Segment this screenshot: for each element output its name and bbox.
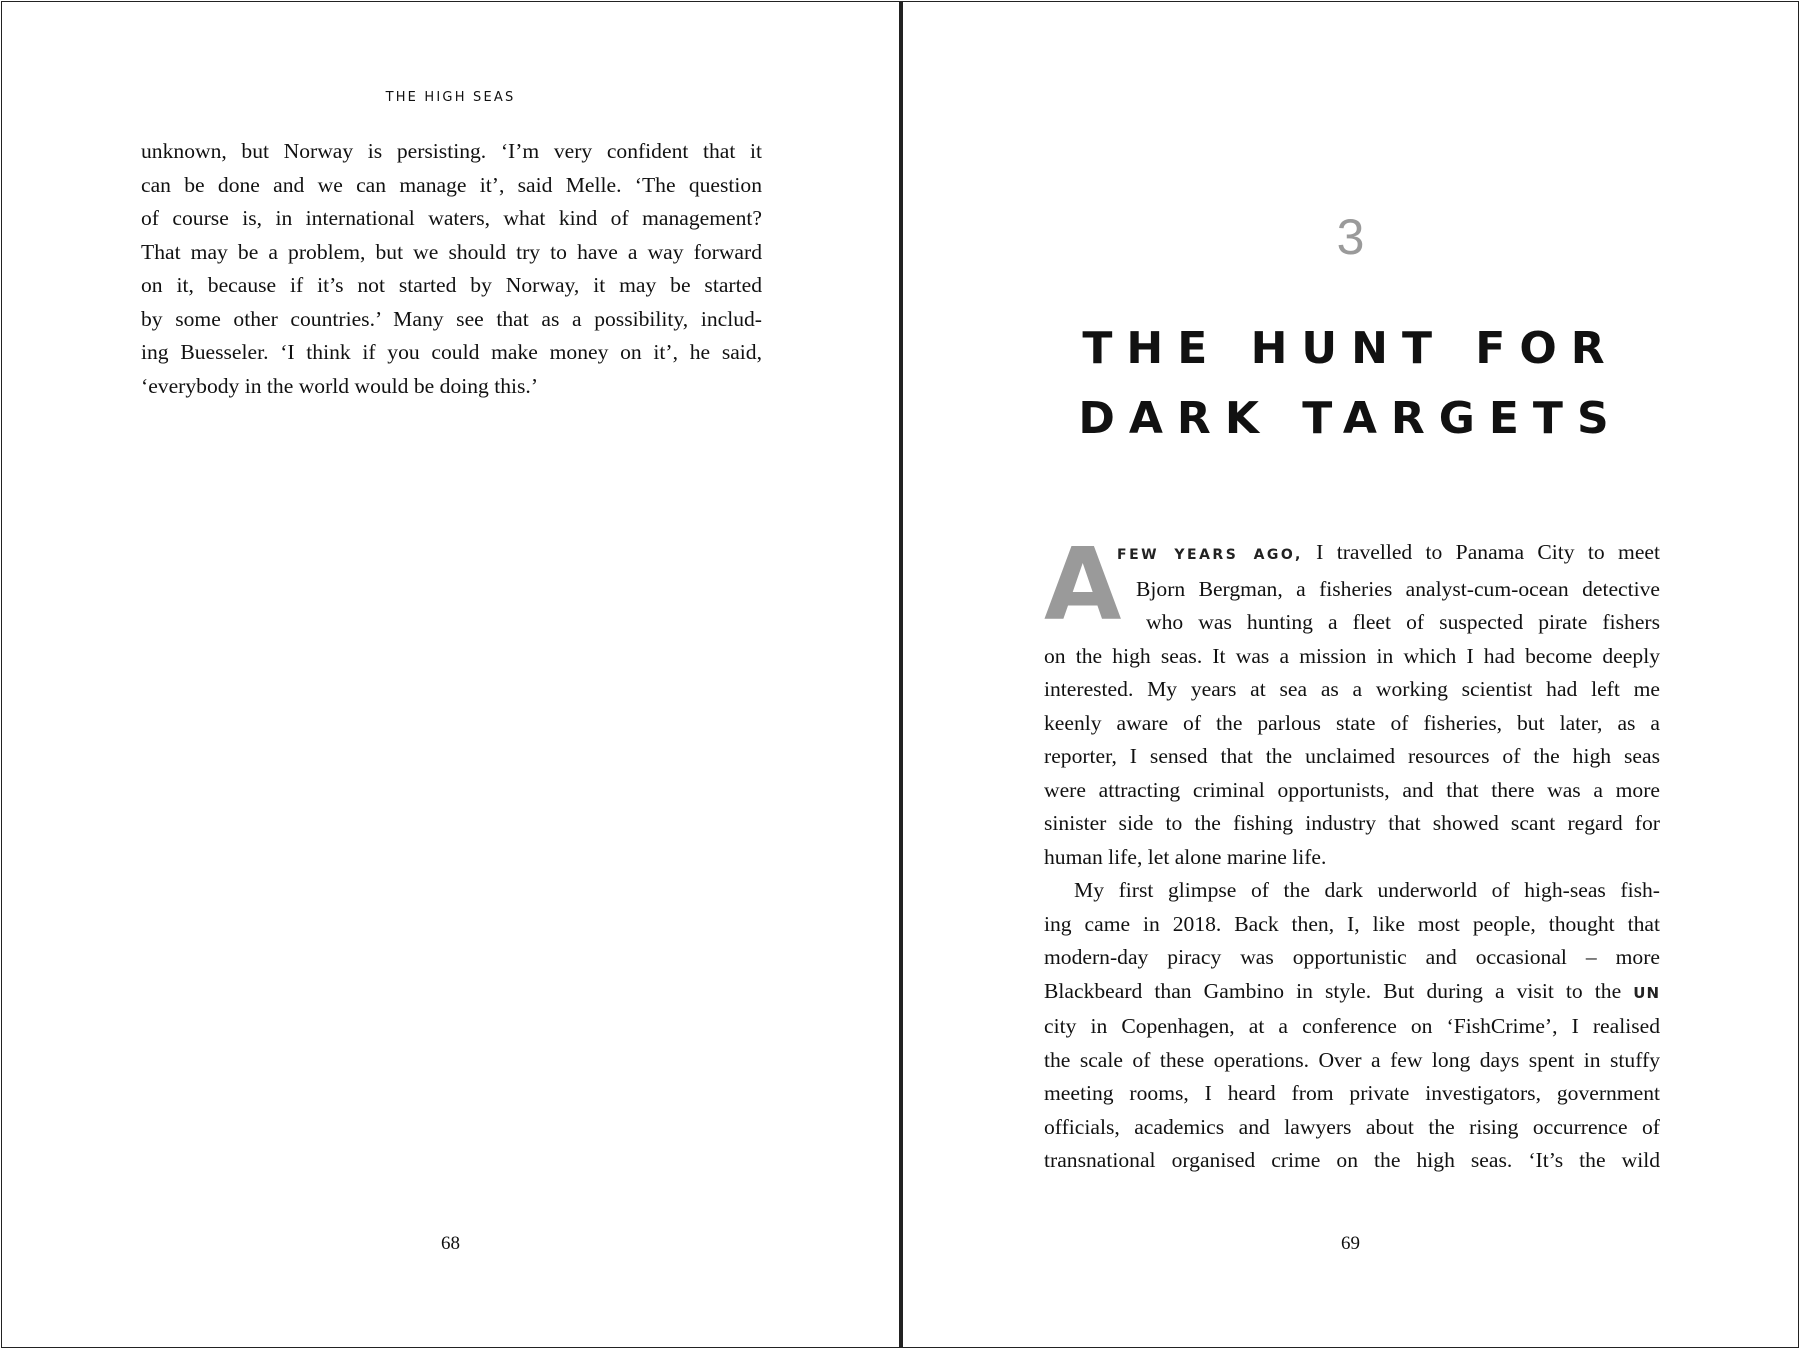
text-line: keenly aware of the parlous state of fisheries, but later, as a xyxy=(1044,710,1660,735)
chapter-title-line: DARK TARGETS xyxy=(1078,393,1623,444)
page-number: 69 xyxy=(1341,1233,1360,1254)
text-line: transnational organised crime on the high seas. ‘It’s the wild xyxy=(1044,1148,1660,1172)
right-body-text xyxy=(1044,526,1660,1178)
running-head: THE HIGH SEAS xyxy=(385,90,516,105)
page-number: 68 xyxy=(441,1233,460,1254)
opening-small-caps: FEW YEARS AGO, xyxy=(1117,547,1303,563)
text-line: were attracting criminal opportunists, and that there was a more xyxy=(1044,777,1660,802)
text-line: Bjorn Bergman, a fisheries analyst-cum-ocean detective xyxy=(1136,576,1660,601)
text-line: meeting rooms, I heard from private investigators, government xyxy=(1044,1081,1660,1105)
text-line: That may be a problem, but we should try to have a way forward xyxy=(141,239,762,264)
left-page xyxy=(1,1,900,1348)
text-line: the scale of these operations. Over a few long days spent in stuffy xyxy=(1044,1047,1660,1072)
text-line: modern-day piracy was opportunistic and occasional – more xyxy=(1044,945,1660,969)
text-line: ing came in 2018. Back then, I, like most people, thought that xyxy=(1044,911,1660,936)
second-paragraph xyxy=(1044,874,1660,1178)
text-line xyxy=(1044,975,1660,1011)
text-fragment: Blackbeard than Gambino in style. But during a visit to the xyxy=(1044,978,1622,1003)
text-line: ing Buesseler. ‘I think if you could make money on it’, he said, xyxy=(141,340,762,364)
left-body-text xyxy=(141,135,762,403)
drop-cap: A xyxy=(1044,526,1122,643)
small-caps-abbreviation: UN xyxy=(1633,983,1660,1002)
chapter-title-line: THE HUNT FOR xyxy=(1082,323,1619,374)
text-line: by some other countries.’ Many see that as a possibility, includ- xyxy=(141,306,762,331)
text-line: city in Copenhagen, at a conference on ‘FishCrime’, I realised xyxy=(1044,1014,1660,1038)
text-line: interested. My years at sea as a working scientist had left me xyxy=(1044,677,1660,701)
text-line: officials, academics and lawyers about the rising occurrence of xyxy=(1044,1114,1660,1139)
text-line: reporter, I sensed that the unclaimed resources of the high seas xyxy=(1044,744,1660,768)
text-fragment: I travelled to Panama City to meet xyxy=(1316,540,1660,564)
opening-paragraph xyxy=(1044,526,1660,874)
chapter-title xyxy=(903,314,1798,454)
text-line: My first glimpse of the dark underworld of high-seas fish- xyxy=(1074,878,1660,902)
text-line: sinister side to the fishing industry that showed scant regard for xyxy=(1044,811,1660,835)
right-page xyxy=(900,1,1799,1348)
text-line: unknown, but Norway is persisting. ‘I’m very confident that it xyxy=(141,139,762,163)
text-line: human life, let alone marine life. xyxy=(1044,844,1327,869)
text-line: on the high seas. It was a mission in which I had become deeply xyxy=(1044,643,1660,668)
text-line: can be done and we can manage it’, said Melle. ‘The question xyxy=(141,172,762,197)
text-line: who was hunting a fleet of suspected pirate fishers xyxy=(1146,610,1660,634)
text-line: of course is, in international waters, what kind of management? xyxy=(141,206,762,230)
text-line: ‘everybody in the world would be doing this.’ xyxy=(141,373,539,398)
text-line xyxy=(1044,536,1660,573)
text-line: on it, because if it’s not started by Norway, it may be started xyxy=(141,273,762,297)
chapter-number: 3 xyxy=(1336,209,1365,265)
